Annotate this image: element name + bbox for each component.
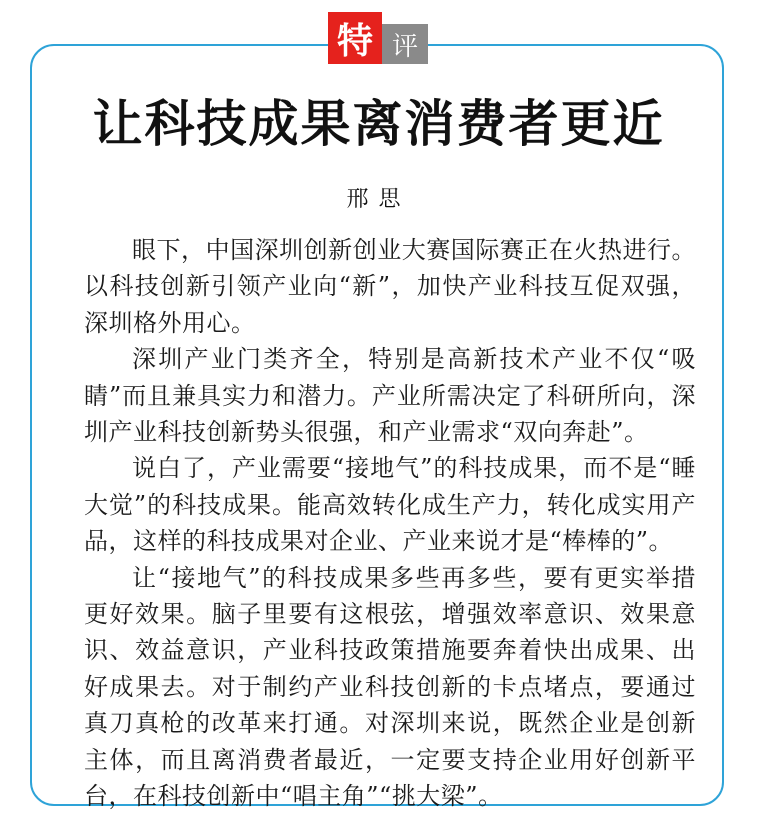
column-tag xyxy=(328,12,428,64)
headline: 让科技成果离消费者更近 xyxy=(92,94,665,153)
column-tag-main: 特 xyxy=(328,12,382,64)
paragraph: 眼下，中国深圳创新创业大赛国际赛正在火热进行。以科技创新引领产业向“新”，加快产业科技互促双强，深圳格外用心。 xyxy=(84,236,696,337)
paragraph: 说白了，产业需要“接地气”的科技成果，而不是“睡大觉”的科技成果。能高效转化成生产力，转化成实用产品，这样的科技成果对企业、产业来说才是“棒棒的”。 xyxy=(84,454,696,556)
paragraph: 深圳产业门类齐全，特别是高新技术产业不仅“吸睛”而且兼具实力和潜力。产业所需决定了科研所向，深圳产业科技创新势头很强，和产业需求“双向奔赴”。 xyxy=(84,345,696,447)
byline: 邢思 xyxy=(346,187,411,212)
paragraph: 让“接地气”的科技成果多些再多些，要有更实举措更好效果。脑子里要有这根弦，增强效率意识、效果意识、效益意识，产业科技政策措施要奔着快出成果、出好成果去。对于制约产业科技创新的卡点堵点，要通过真刀真枪的改革来打通。对深圳来说，既然企业是创新主体，而且离消费者最近，一定要支持企业用好创新平台，在科技创新中“唱主角”“挑大梁”。 xyxy=(84,563,696,811)
article-body xyxy=(84,232,696,815)
column-tag-sub: 评 xyxy=(382,24,428,64)
